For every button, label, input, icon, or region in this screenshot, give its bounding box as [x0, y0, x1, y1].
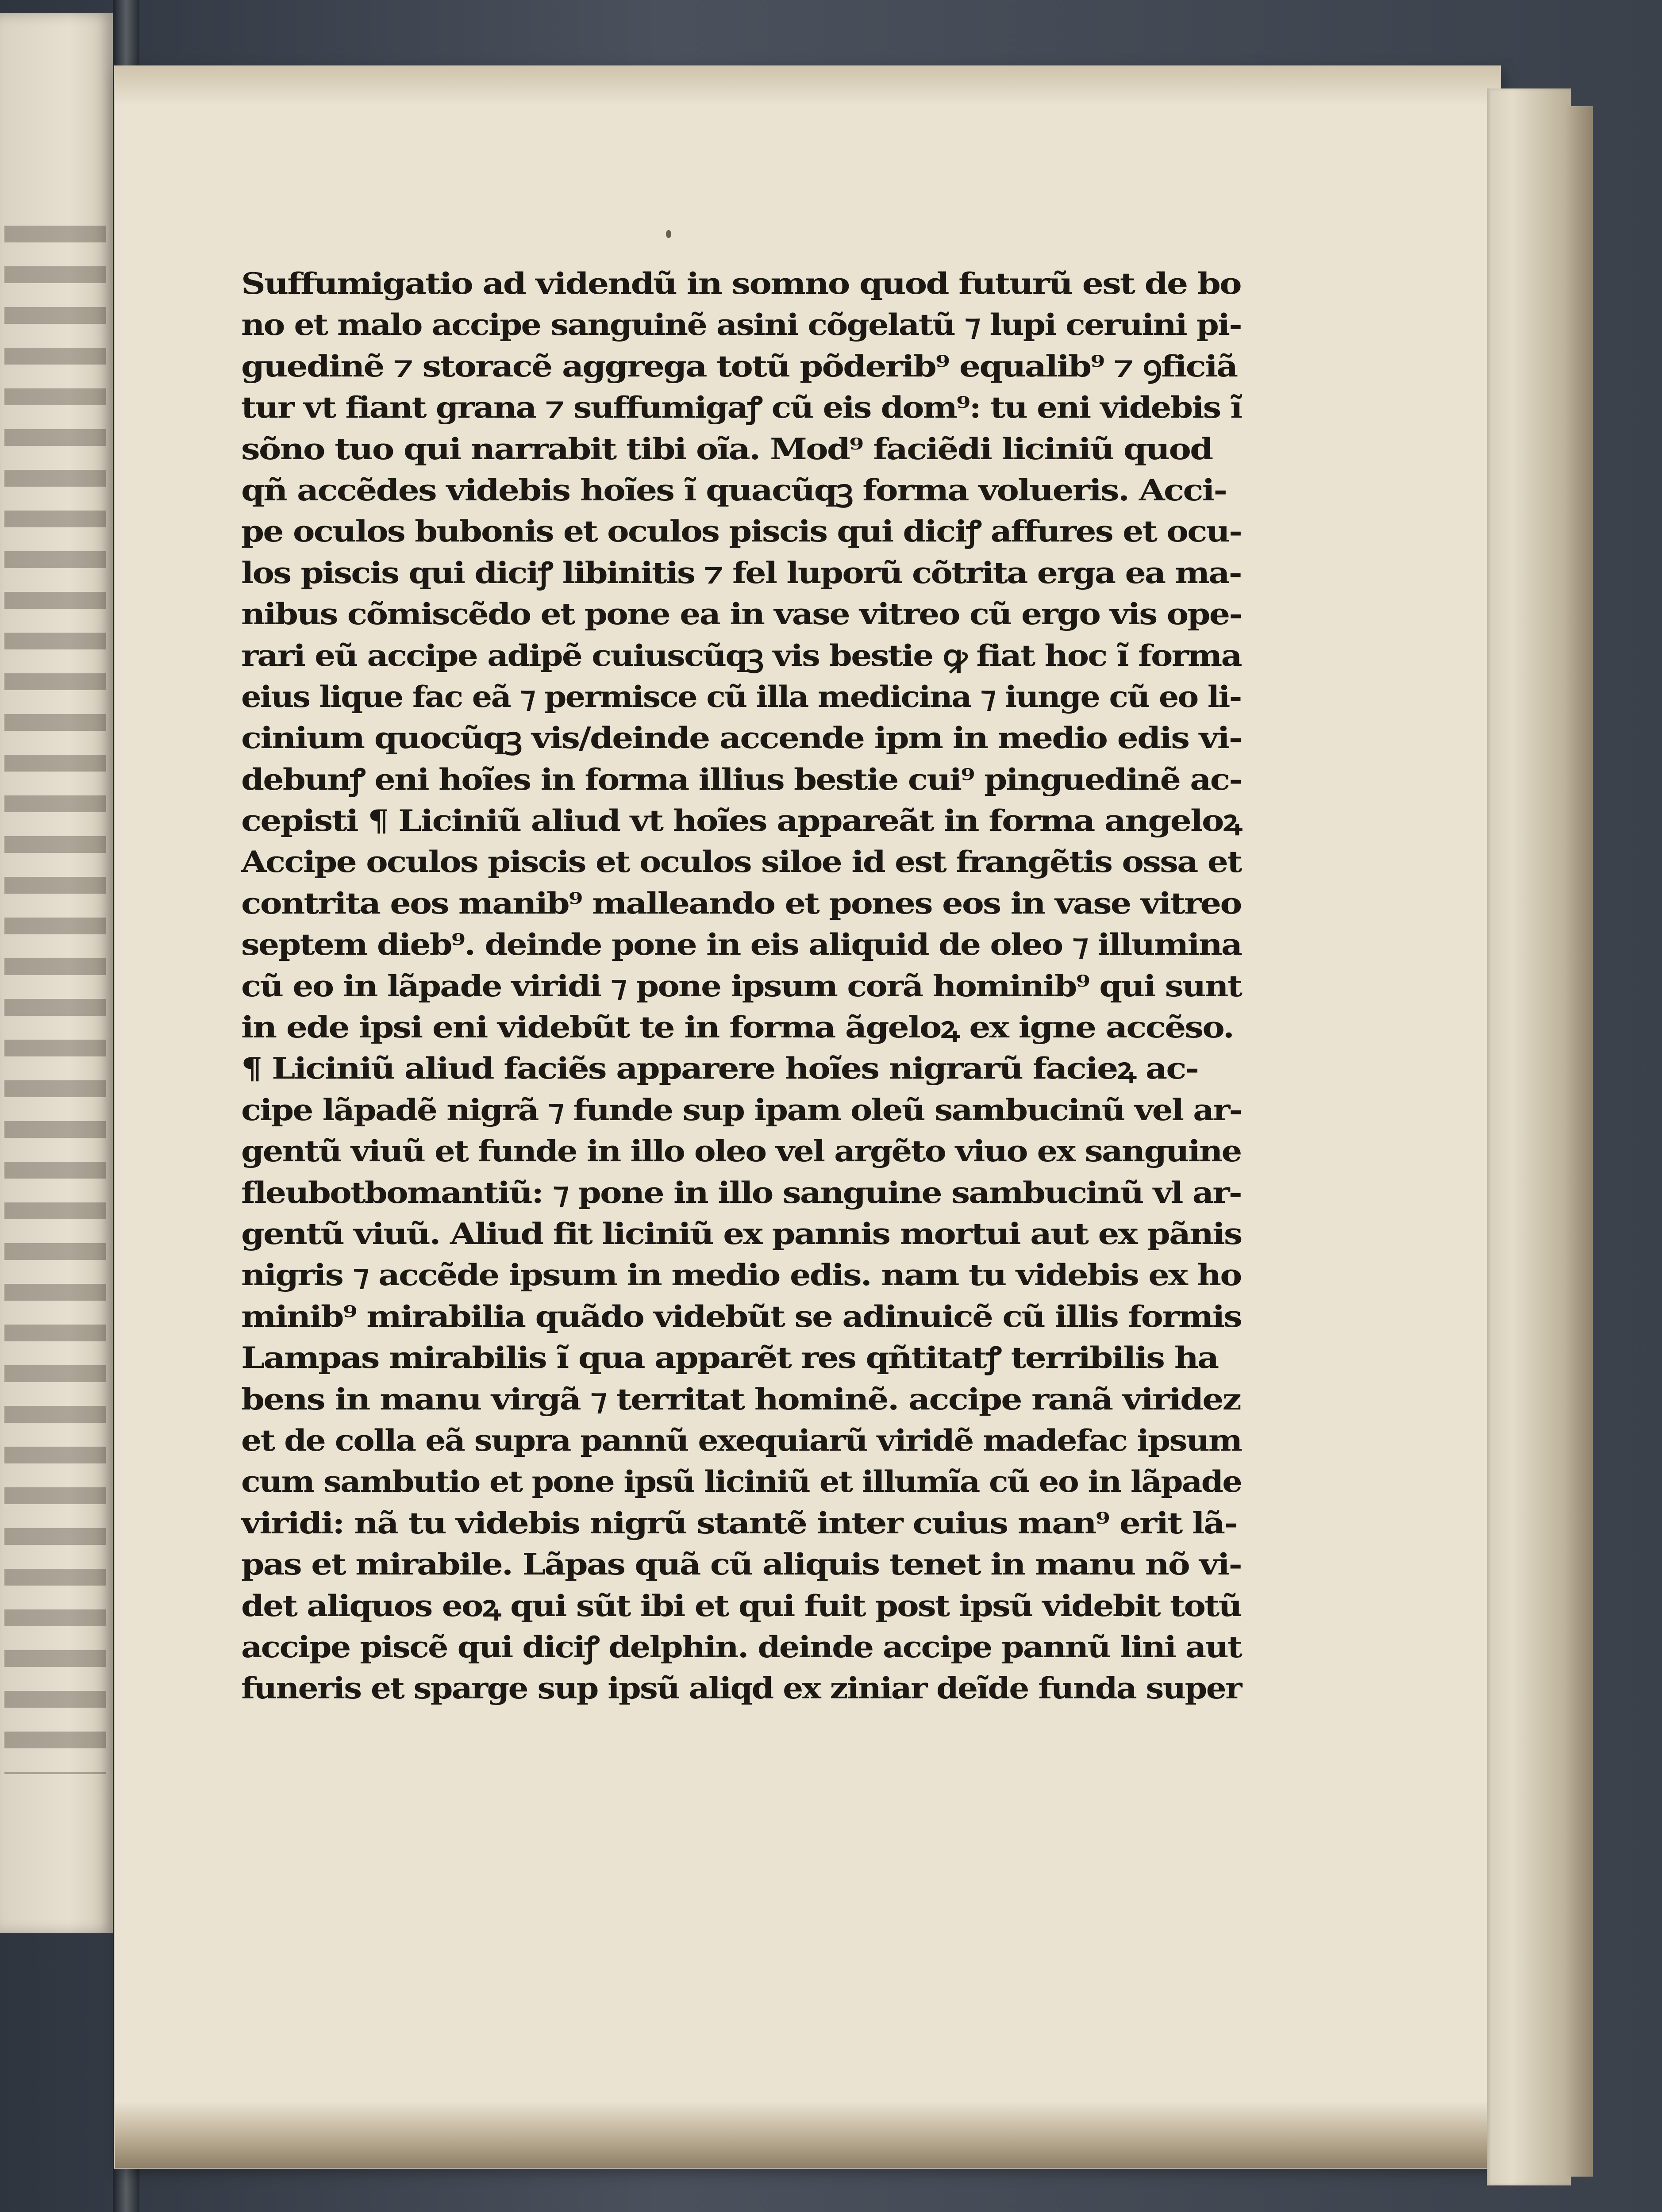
- page-top-shading: [115, 66, 1500, 106]
- text-line: los piscis qui diciꝭ libinitis ⁊ fel luporũ cõtrita erga ea ma-: [241, 555, 1241, 590]
- text-line: cum sambutio et pone ipsũ liciniũ et illumĩa cũ eo in lãpade: [241, 1464, 1242, 1499]
- facing-page-edge: [0, 13, 115, 1933]
- text-line: Suffumigatio ad videndũ in somno quod futurũ est de bo: [241, 266, 1241, 301]
- text-line: septem dieb⁹. deinde pone in eis aliquid de oleo ⁊ illumina: [241, 927, 1242, 962]
- text-line: Accipe oculos piscis et oculos siloe id est frangẽtis ossa et: [241, 845, 1241, 879]
- text-line: eius lique fac eã ⁊ permisce cũ illa medicina ⁊ iunge cũ eo li-: [241, 679, 1241, 714]
- text-line: viridi: nã tu videbis nigrũ stantẽ inter cuius man⁹ erit lã-: [241, 1505, 1237, 1540]
- text-line: et de colla eã supra pannũ exequiarũ viridẽ madefac ipsum: [241, 1423, 1242, 1458]
- text-line: contrita eos manib⁹ malleando et pones eos in vase vitreo: [241, 886, 1241, 921]
- text-line: fleubotbomantiũ: ⁊ pone in illo sanguine sambucinũ vl ar-: [241, 1175, 1241, 1210]
- text-line: no et malo accipe sanguinẽ asini cõgelatũ ⁊ lupi ceruini pi-: [241, 307, 1241, 342]
- ink-dot: [666, 230, 671, 238]
- text-line: accipe piscẽ qui diciꝭ delphin. deinde accipe pannũ lini aut: [241, 1629, 1242, 1664]
- text-line: Lampas mirabilis ĩ qua apparẽt res qñtitatꝭ terribilis ha: [241, 1340, 1218, 1375]
- text-line: ¶ Liciniũ aliud faciẽs apparere hoĩes nigrarũ facieꝝ ac-: [241, 1051, 1198, 1086]
- text-line: det aliquos eoꝝ qui sũt ibi et qui fuit post ipsũ videbit totũ: [241, 1588, 1241, 1623]
- text-line: nibus cõmiscẽdo et pone ea in vase vitreo cũ ergo vis ope-: [241, 597, 1242, 632]
- text-line: pe oculos bubonis et oculos piscis qui diciꝭ affures et ocu-: [241, 514, 1242, 549]
- text-line: gentũ viuũ. Aliud fit liciniũ ex pannis mortui aut ex pãnis: [241, 1216, 1242, 1251]
- text-line: cinium quocũqꝫ vis/deinde accende ipm in medio edis vi-: [241, 721, 1242, 756]
- text-line: minib⁹ mirabilia quãdo videbũt se adinuicẽ cũ illis formis: [241, 1299, 1241, 1334]
- text-line: cepisti ¶ Liciniũ aliud vt hoĩes appareãt in forma angeloꝝ: [241, 803, 1241, 838]
- text-line: debunꝭ eni hoĩes in forma illius bestie cui⁹ pinguedinẽ ac-: [241, 762, 1242, 797]
- text-line: qñ accẽdes videbis hoĩes ĩ quacũqꝫ forma volueris. Acci-: [241, 472, 1227, 507]
- text-line: in ede ipsi eni videbũt te in forma ãgeloꝝ ex igne accẽso.: [241, 1010, 1234, 1045]
- text-line: tur vt fiant grana ⁊ suffumigaꝭ cũ eis dom⁹: tu eni videbis ĩ: [241, 390, 1242, 425]
- text-line: guedinẽ ⁊ storacẽ aggrega totũ põderib⁹ equalib⁹ ⁊ ꝯficiã: [241, 349, 1237, 384]
- text-line: pas et mirabile. Lãpas quã cũ aliquis tenet in manu nõ vi-: [241, 1547, 1241, 1582]
- text-line: gentũ viuũ et funde in illo oleo vel argẽto viuo ex sanguine: [241, 1134, 1241, 1169]
- text-line: cipe lãpadẽ nigrã ⁊ funde sup ipam oleũ sambucinũ vel ar-: [241, 1092, 1242, 1127]
- page-bottom-edge: [115, 2101, 1500, 2168]
- page-fore-edge-shadow: [1566, 106, 1593, 2177]
- text-line: nigris ⁊ accẽde ipsum in medio edis. nam tu videbis ex ho: [241, 1258, 1241, 1293]
- facing-page-text-fragment: [4, 226, 106, 1774]
- printed-text-block: [241, 263, 1241, 1709]
- text-line: cũ eo in lãpade viridi ⁊ pone ipsum corã hominib⁹ qui sunt: [241, 968, 1242, 1003]
- text-line: rari eũ accipe adipẽ cuiuscũqꝫ vis bestie ꝙ fiat hoc ĩ forma: [241, 638, 1241, 673]
- text-line: bens in manu virgã ⁊ territat hominẽ. accipe ranã viridez: [241, 1382, 1240, 1417]
- page-fore-edge: [1487, 88, 1571, 2185]
- text-line: funeris et sparge sup ipsũ aliqd ex ziniar deĩde funda super: [241, 1671, 1241, 1706]
- text-line: sõno tuo qui narrabit tibi oĩa. Mod⁹ faciẽdi liciniũ quod: [241, 431, 1212, 466]
